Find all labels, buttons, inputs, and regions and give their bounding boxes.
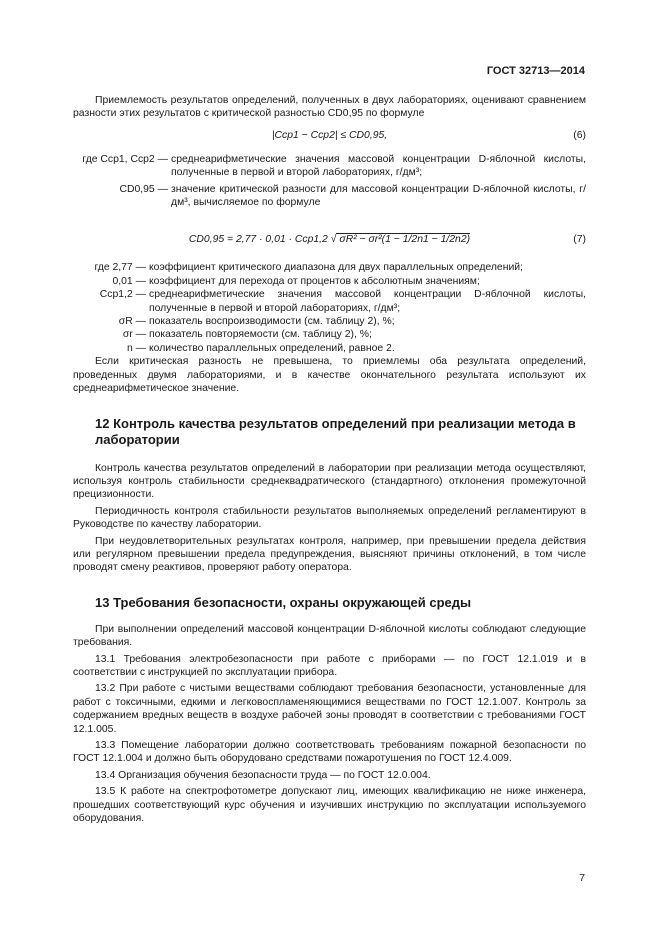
formula-6 [73,129,586,151]
section-heading-12: 12 Контроль качества результатов определений при реализации метода в лаборатории [95,415,576,447]
section-heading-13: 13 Требования безопасности, охраны окружающей среды [95,594,472,610]
definition: где 2,77 — коэффициент критического диапазона для двух параллельных определений; [94,262,523,274]
paragraph: 13.4 Организация обучения безопасности труда — по ГОСТ 12.0.004. [95,769,431,781]
paragraph: При неудовлетворительных результатах контроля, например, при превышении предела действия или регулярном превышении предела предупреждения, выясняют причины отклонений, в том числе проводят смену реактивов, проверяют работу оператора. [73,535,586,574]
formula-number: (6) [573,129,586,141]
paragraph: Контроль качества результатов определений в лаборатории при реализации метода осуществляют, используя контроль стабильности среднеквадратического (стандартного) отклонения промежуточной прецизионности. [73,462,586,501]
definition: 0,01 — коэффициент для перехода от процентов к абсолютным значениям; [112,275,480,287]
formula-lhs: CD0,95 = 2,77 · 0,01 · Cср1,2 [188,234,328,246]
paragraph: 13.5 К работе на спектрофотометре допускают лиц, имеющих квалификацию не ниже инженера, прошедших соответствующий курс обучения и изучивших инструкцию по эксплуатации используемого оборудования. [73,786,586,825]
document-header: ГОСТ 32713—2014 [486,65,585,77]
definition: σR — показатель воспроизводимости (см. таблицу 2), %; [118,316,395,328]
paragraph: Периодичность контроля стабильности результатов выполняемых определений регламентируют в Руководстве по качеству лаборатории. [73,505,586,531]
paragraph: 13.3 Помещение лаборатории должно соответствовать требованиям пожарной безопасности по ГОСТ 12.1.004 и должно быть оборудовано средствами пожаротушения по ГОСТ 12.4.009. [73,740,586,765]
paragraph: 13.1 Требования электробезопасности при работе с приборами — по ГОСТ 12.1.019 и в соответствии с инструкцией по эксплуатации прибора. [73,653,586,678]
paragraph: Если критическая разность не превышена, то приемлемы оба результата определений, проведенных двумя лабораториями, и в качестве окончательного результата используют их среднеарифметическое значение. [73,356,586,395]
formula-number: (7) [573,234,586,246]
definition: n — количество параллельных определений, равное 2. [126,342,395,354]
page-body [73,94,586,825]
formula-root: σR² − σr²(1 − 1/2n1 − 1/2n2) [336,233,470,245]
paragraph: Приемлемость результатов определений, полученных в двух лабораториях, оценивают сравнением разности этих результатов с критической разностью CD0,95 по формуле [73,95,586,120]
definition: Cср1,2 — среднеарифметические значения массовой концентрации D-яблочной кислоты, полученные в первой и второй лабораториях, г/дм³; [99,289,586,314]
page-number: 7 [579,873,585,884]
formula-expression: |Cср1 − Cср2| ≤ CD0,95, [271,129,388,141]
definition: где Cср1, Cср2 — среднеарифметические значения массовой концентрации D-яблочной кислоты, полученные в первой и второй лабораториях, г/дм³; [82,153,586,179]
paragraph: При выполнении определений массовой концентрации D-яблочной кислоты соблюдают следующие требования. [73,623,586,649]
formula-7: CD0,95 = 2,77 · 0,01 · Cср1,2 √ σR² − σr²(1 − 1/2n1 − 1/2n2) (7) [188,234,586,246]
definition: σr — показатель повторяемости (см. таблицу 2), %; [122,329,372,341]
paragraph: 13.2 При работе с чистыми веществами соблюдают требования безопасности, установленные для работ с токсичными, едкими и легковоспламеняющимися веществами по ГОСТ 12.1.007. Контроль за содержанием вредных веществ в воздухе рабочей зоны проводят в соответствии с требованиями ГОСТ 12.1.005. [73,683,586,735]
definition: CD0,95 — значение критической разности для массовой концентрации D-яблочной кислоты, г/дм³, вычисляемое по формуле [119,183,586,209]
